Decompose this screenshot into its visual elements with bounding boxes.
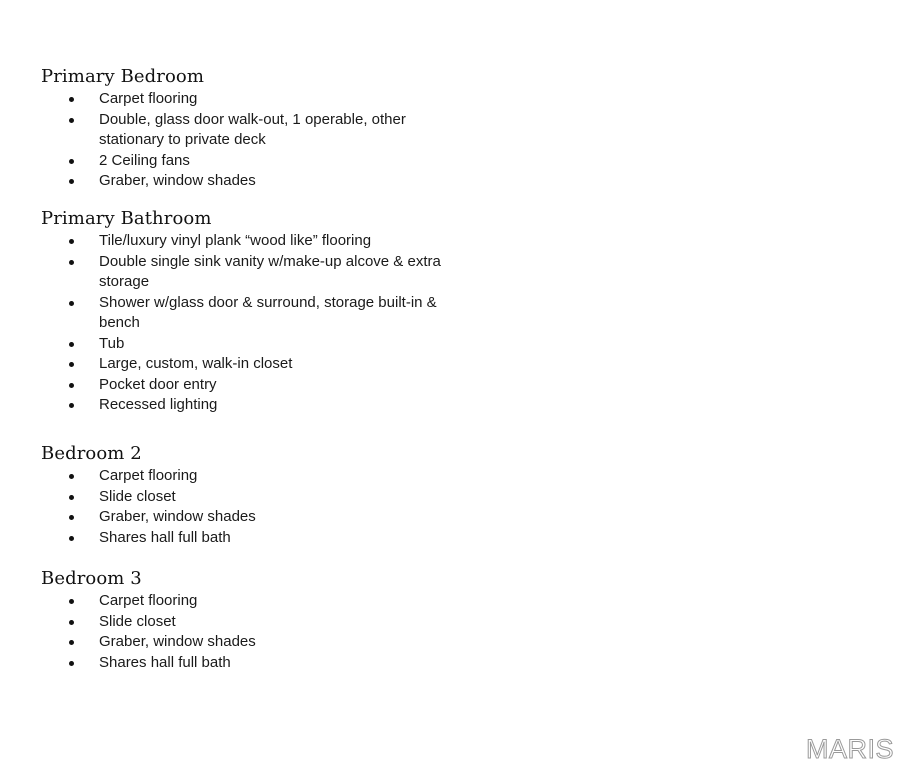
- bullet-icon: [69, 640, 74, 645]
- list-item-text: Double single sink vanity w/make-up alcove & extra storage: [99, 252, 441, 290]
- feature-list: [41, 231, 481, 416]
- list-item-text: Carpet flooring: [99, 592, 198, 609]
- list-item-text: Graber, window shades: [99, 508, 256, 525]
- list-item: [41, 151, 449, 172]
- list-item: [41, 653, 449, 674]
- list-item-text: Slide closet: [99, 487, 176, 505]
- list-item: [41, 612, 449, 633]
- bullet-icon: [69, 260, 74, 265]
- bullet-icon: [69, 362, 74, 367]
- list-item-text: Shower w/glass door & surround, storage built-in & bench: [99, 293, 437, 331]
- bullet-icon: [69, 515, 74, 520]
- list-item: [41, 591, 449, 612]
- bullet-icon: [69, 301, 74, 306]
- list-item-text: 2 Ceiling fans: [99, 151, 190, 169]
- bullet-icon: [69, 179, 74, 184]
- bullet-icon: [69, 159, 74, 164]
- section-title: Primary Bathroom: [41, 208, 212, 229]
- list-item-text: Shares hall full bath: [99, 528, 231, 546]
- bullet-icon: [69, 239, 74, 244]
- list-item: [41, 507, 449, 528]
- list-item: [41, 110, 449, 151]
- list-item-text: Carpet flooring: [99, 467, 198, 484]
- list-item-text: Tub: [99, 334, 125, 352]
- section-title: Bedroom 3: [41, 568, 142, 589]
- section-primary-bathroom: [41, 209, 481, 416]
- bullet-icon: [69, 383, 74, 388]
- list-item: [41, 466, 449, 487]
- feature-list: [41, 591, 481, 673]
- list-item: [41, 89, 449, 110]
- list-item-text: Tile/luxury vinyl plank “wood like” flooring: [99, 232, 372, 249]
- bullet-icon: [69, 118, 74, 123]
- list-item-text: Large, custom, walk-in closet: [99, 355, 293, 372]
- bullet-icon: [69, 403, 74, 408]
- list-item: [41, 231, 449, 252]
- list-item: [41, 375, 449, 396]
- feature-list: [41, 466, 481, 548]
- maris-watermark: MARIS: [805, 734, 894, 764]
- bullet-icon: [69, 495, 74, 500]
- bullet-icon: [69, 620, 74, 625]
- list-item-text: Recessed lighting: [99, 396, 218, 413]
- bullet-icon: [69, 474, 74, 479]
- section-title: Bedroom 2: [41, 443, 142, 464]
- list-item-text: Shares hall full bath: [99, 653, 231, 671]
- section-bedroom-2: [41, 444, 481, 548]
- section-bedroom-3: [41, 569, 481, 673]
- bullet-icon: [69, 342, 74, 347]
- section-primary-bedroom: [41, 67, 481, 192]
- list-item: [41, 632, 449, 653]
- list-item-text: Graber, window shades: [99, 172, 256, 189]
- bullet-icon: [69, 599, 74, 604]
- list-item: [41, 252, 449, 293]
- list-item-text: Graber, window shades: [99, 633, 256, 650]
- list-item: [41, 334, 449, 355]
- list-item-text: Carpet flooring: [99, 90, 198, 107]
- feature-list: [41, 89, 481, 192]
- list-item-text: Slide closet: [99, 612, 176, 630]
- bullet-icon: [69, 661, 74, 666]
- bullet-icon: [69, 536, 74, 541]
- list-item: [41, 171, 449, 192]
- list-item: [41, 487, 449, 508]
- list-item: [41, 354, 449, 375]
- list-item: [41, 293, 449, 334]
- list-item-text: Double, glass door walk-out, 1 operable, other stationary to private deck: [99, 110, 406, 148]
- list-item: [41, 528, 449, 549]
- bullet-icon: [69, 97, 74, 102]
- list-item: [41, 395, 449, 416]
- list-item-text: Pocket door entry: [99, 375, 217, 393]
- section-title: Primary Bedroom: [41, 66, 205, 87]
